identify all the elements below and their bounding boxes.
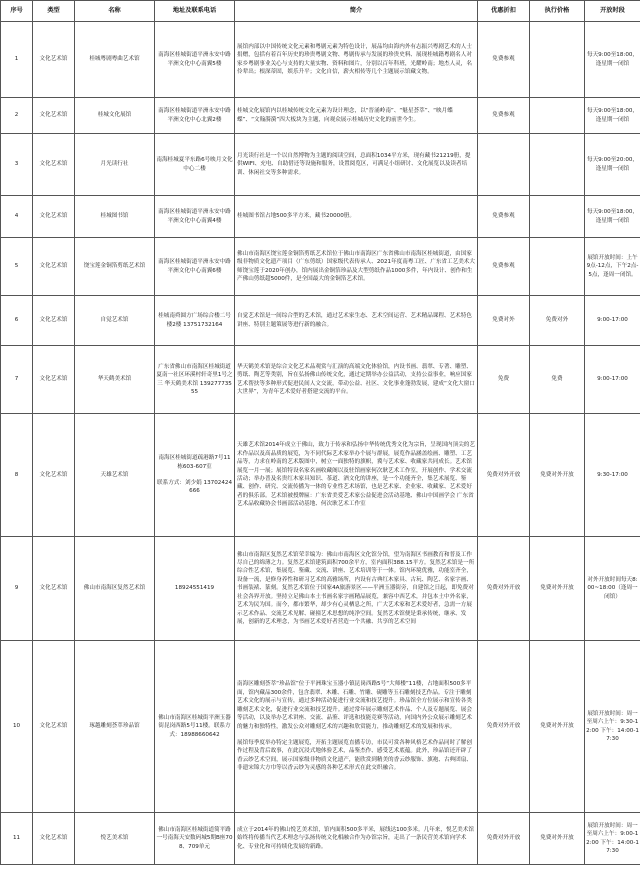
cell-address: 佛山市南海区桂城街平洲玉器街昆岗西路5号11楼。联系方式：18988660642 (155, 641, 235, 813)
table-row (1, 98, 640, 134)
cell-hours: 9:00-17:00 (585, 346, 640, 414)
cell-address: 南海区桂城街道平洲永安中路平洲文化中心南翼6楼 (155, 238, 235, 296)
cell-discount: 免费对外开放 (478, 537, 530, 641)
cell-index: 1 (1, 22, 33, 98)
cell-type: 文化艺术馆 (33, 346, 75, 414)
contact-text: 联系方式：刘少娟 13702424666 (157, 480, 232, 495)
cell-intro: 佛山市南海区饶宝莲金铜箔剪纸艺术馆位于佛山市南海区广东省佛山市南海区桂城街道，由国家级非物质文化遗产项目（广东剪纸）国家级代表传承人、2021年度南粤工匠、广东省工艺美术大师饶宝莲于2020年创办，馆内展出金铜箔珍品及大型剪纸作品1000多件，年内设计、创作和生产佛山剪纸超5000件，是全国最大的金铜箔艺术馆。 (235, 238, 478, 296)
cell-price: 免费对外开放 (530, 641, 585, 813)
cell-discount: 免费对外开放 (478, 641, 530, 813)
cell-discount: 免费参观 (478, 238, 530, 296)
cell-price (530, 196, 585, 238)
cell-discount: 免费参观 (478, 98, 530, 134)
cell-index: 5 (1, 238, 33, 296)
header-name: 名称 (75, 1, 155, 22)
cell-price: 免费对外 (530, 296, 585, 346)
cell-name: 饶宝莲金铜箔剪纸艺术馆 (75, 238, 155, 296)
cell-intro: 华天鹤美术馆是综合文化艺术品观赏与汇演的高端文化体验馆，内设书画、翡翠、专著、雕塑、剪纸、陶艺等类别，旨在弘扬佛山传统文化，通过定期举办公益活动，支持公益事业，响应国家艺术帮扶等多种形式促进民间人文交流，带动公益、社区、文化事业蓬勃发展，建成“文化大窗口大世界”，为青年艺术爱好者搭建交流的平台。 (235, 346, 478, 414)
cell-name: 佛山市南海区复然艺术馆 (75, 537, 155, 641)
cell-price: 免费对外开放 (530, 537, 585, 641)
cell-index: 10 (1, 641, 33, 813)
cell-address: 桂城南舜圆方广场综合楼二号楼2楼 13751732164 (155, 296, 235, 346)
cell-price: 免费对外开放 (530, 813, 585, 865)
table-row (1, 196, 640, 238)
table-row (1, 414, 640, 537)
cell-hours: 9:00-17:00 (585, 296, 640, 346)
cell-price (530, 134, 585, 196)
address-text: 南海区桂城街道疏港路7号11栋603-607室 (158, 455, 231, 470)
cell-address: 佛山市南海区桂城街道简平路一号南海天安数码城5期B座708、709单元 (155, 813, 235, 865)
cell-index: 11 (1, 813, 33, 865)
cell-address: 南海区桂城街道平洲永安中路平洲文化中心南翼5楼 (155, 22, 235, 98)
cell-price (530, 22, 585, 98)
cell-type: 文化艺术馆 (33, 414, 75, 537)
cell-type: 文化艺术馆 (33, 238, 75, 296)
table-row (1, 813, 640, 865)
cell-hours: 展馆开放时间：周一至周六上午：9:30-12:00 下午：14:00-17:30 (585, 641, 640, 813)
cell-discount: 免费 (478, 346, 530, 414)
cell-hours: 9:30-17:00 (585, 414, 640, 537)
cell-type: 文化艺术馆 (33, 296, 75, 346)
intro-paragraph: 展馆每季度举办特定主题展览，开拓主题展览直播专访，市民可赏各种风格艺术作品同时了解创作过程及背后故事，在此沉浸式地体验艺术，品鉴杰作、感受艺术底蕴。此外，珍品馆还开辟了香云纱艺术空间，展示国家级非物质文化遗产，能欣赏到精美的香云纱服饰、旗袍、古典团扇、非遗宋锦大方巾等以香云纱为灵感的各种艺术形式在此交织融合。 (237, 739, 472, 772)
table-row (1, 134, 640, 196)
cell-index: 6 (1, 296, 33, 346)
cell-discount: 免费对外 (478, 296, 530, 346)
cell-index: 9 (1, 537, 33, 641)
cell-name: 桂城文化展馆 (75, 98, 155, 134)
cell-discount: 免费参观 (478, 196, 530, 238)
intro-paragraph: 南海区雕刻荟萃“珍品馆”位于平洲珠宝玉器小镇昆岗西路5号“大师楼”11楼，占地面积500多平面，馆内藏品300余件，包含翡翠、木雕、石雕、竹雕、砚雕等玉石雕刻技艺作品。专注于雕刻艺术文化的展示与宣传，通过多种活动促进行业交流和技艺提升。珍品馆全方位展示和宣传各类雕刻艺术文化，促进行业交流和技艺提升。通过常年展示雕刻艺术作品、个人及专题展览、展会等活动，以及举办艺术讲座、交流、品鉴、评选和技能竞赛等活动，向国内外公众展示雕刻艺术的魅力和独特性，激发公众对雕刻艺术的兴趣和欣赏能力，推动雕刻艺术的发展和传承。 (237, 681, 472, 730)
cell-hours: 每天9:00至20:00，逢星期一闭馆 (585, 134, 640, 196)
cell-address: 南海桂城夏平东路6号映月文化中心二楼 (155, 134, 235, 196)
cell-address: 18924551419 (155, 537, 235, 641)
cell-price (530, 98, 585, 134)
cell-intro: 桂城图书馆占地500多平方米，藏书20000册。 (235, 196, 478, 238)
header-price: 执行价格 (530, 1, 585, 22)
cell-hours: 展馆开放时间：周一至周六上午：9:00-12:00 下午：14:00-17:30 (585, 813, 640, 865)
header-discount: 优惠折扣 (478, 1, 530, 22)
cell-name: 月光读行社 (75, 134, 155, 196)
header-intro: 简介 (235, 1, 478, 22)
cell-index: 2 (1, 98, 33, 134)
cell-name: 自觉艺术馆 (75, 296, 155, 346)
table-row (1, 22, 640, 98)
cell-type: 文化艺术馆 (33, 22, 75, 98)
cell-intro: 自觉艺术馆是一间综合型的艺术馆，通过艺术家生态、艺术空间运营、艺术精品课程、艺术特色讲座、特别主题策展等进行新的融合。 (235, 296, 478, 346)
table-row (1, 238, 640, 296)
header-address: 地址及联系电话 (155, 1, 235, 22)
cell-discount: 免费对外开放 (478, 414, 530, 537)
cell-hours: 每天9:00至18:00，逢星期一闭馆 (585, 22, 640, 98)
cell-name: 桂城图书馆 (75, 196, 155, 238)
cell-hours: 对外开放时间每天8:00~18:00（逢周一闭馆） (585, 537, 640, 641)
header-type: 类型 (33, 1, 75, 22)
cell-type: 文化艺术馆 (33, 134, 75, 196)
cell-intro: 月光读行社是一个以自然博物为主题的阅读空间，总面积1034平方米，现有藏书21219册，提供WIFI、充电、自助借还等设施和服务，设置阅览区，可满足小组研讨、文化展览以及读者培训、休闲社交等多种需求。 (235, 134, 478, 196)
table-row (1, 537, 640, 641)
cell-name: 桂城粤剧粤曲艺术馆 (75, 22, 155, 98)
cell-type: 文化艺术馆 (33, 537, 75, 641)
cell-name: 天雄艺术馆 (75, 414, 155, 537)
cell-discount: 免费参观 (478, 22, 530, 98)
cell-intro: 成立于2014年的佛山悦艺美术馆，馆内面积500多平米，展线达100多米。几年来，悦艺美术馆始终将传播当代艺术理念与弘扬传统文化相融合作为办馆宗旨，走出了一条民营美术馆向学术化、专业化和可持续化发展的新路。 (235, 813, 478, 865)
cell-intro (235, 641, 478, 813)
cell-discount: 免费对外开放 (478, 813, 530, 865)
cell-type: 文化艺术馆 (33, 641, 75, 813)
cell-index: 8 (1, 414, 33, 537)
cell-intro: 天雄艺术馆2014年成立于佛山，致力于传承和弘扬中华传统优秀文化为宗旨，呈现国内顶尖的艺术作品以及高品质的展览，为不同代际艺术家举办个展与群展，展览作品涵盖绘画、雕塑、工艺品等，力求在岭南的艺术版图中，树立一面独特的旗帜，冀与艺术家、收藏家共同成长。艺术馆展览一月一展；展馆特设名家名画收藏阁以及驻馆画家何次耿艺术工作室，开展创作、学术交流活动；举办普及名贵红木家具知识、茶道、酒文化的讲座，是一个功能齐全，集艺术展览、鉴藏、创作、研究、交流传播为一体的专业性艺术场馆，也是艺术家、企业家、收藏家、艺术爱好者的俱乐部。艺术馆被授牌匾：广东省美爱艺术家公益促进会活动基地、佛山中国画学会 广东省艺术品收藏协会书画部活动基地、何次耿艺术工作室 (235, 414, 478, 537)
table-row (1, 641, 640, 813)
cell-hours: 每天9:00至18:00，逢星期一闭馆 (585, 196, 640, 238)
table-row (1, 296, 640, 346)
cell-address: 广东省佛山市南海区桂城街道夏南一社区环溪村轩奇里1号之三 华天鹤美术馆 13927773555 (155, 346, 235, 414)
cell-intro: 桂城文化展馆内以桂城传统文化元素为设计理念，以“晋涌岭南”、“魁星荟萃”、“映月蝶蝶”、“文翰漪漪”四大板块为主题，向观众展示桂城历史文化的前世今生。 (235, 98, 478, 134)
table-row (1, 346, 640, 414)
cell-price (530, 238, 585, 296)
cell-address (155, 414, 235, 537)
cell-hours: 展馆开放时间：上午9点-12点，下午2点-5点，逢周一闭馆。 (585, 238, 640, 296)
header-hours: 开放时段 (585, 1, 640, 22)
cell-intro: 展馆内部以中国传统文化元素和粤剧元素为特色设计，展品均由海内外有志振兴粤剧艺术的人士捐赠，包括有着百年历史的珍贵粤剧文物、粤剧传承与发展的珍贵史料、展现桂城籍粤剧名人对家乡粤剧事业关心与支持的大量实物、资料和图片，分别以百年科班，光耀岭南；地杰人灵，名伶辈出；根深蒂固，娱乐升平；文化自信，薪火相传等几个主题展示馆藏文物。 (235, 22, 478, 98)
header-row (1, 1, 640, 22)
cell-address: 南海区桂城街道平洲永安中路平洲文化中心南翼4楼 (155, 196, 235, 238)
cell-index: 3 (1, 134, 33, 196)
header-index: 序号 (1, 1, 33, 22)
cell-address: 南海区桂城街道平洲永安中路平洲文化中心北翼2楼 (155, 98, 235, 134)
cell-name: 悦艺美术馆 (75, 813, 155, 865)
cell-type: 文化艺术馆 (33, 813, 75, 865)
cell-price: 免费 (530, 346, 585, 414)
cell-hours: 每天9:00至18:00，逢星期一闭馆 (585, 98, 640, 134)
cell-discount (478, 134, 530, 196)
cell-price: 免费对外开放 (530, 414, 585, 537)
cell-intro: 佛山市南海区复然艺术馆荣幸编为：佛山市南海区文化馆分馆，望为南海区书画教育和普及工作尽自己的绵薄之力。复然艺术馆建筑面积700余平方，室内面积388.15平方。复然艺术馆是一所综合性艺术馆，集展览、鉴藏、交流、讲座、艺术培训等于一体。馆内环境优雅，功能室齐全，设备一流，是修身养性和研习艺术的高雅场所，内设有古典红木家具、古玩、陶艺、名家字画、书画装裱、篆刻。复然艺术馆位于国家4A旅游景区——平洲玉器街旁，自建馆之日起，即免费对社会各界开放。坚持立足佛山本土书画名家字画精品展览，兼容中西艺术，并包本土中外名家，艺术为民为国。而今，都市繁华，却少有心灵栖息之所，广大艺术家和艺术爱好者，急需一方展示艺术作品、交流艺术见解、碰撞艺术思想的纯净空间。复然艺术馆便是秉承传统，继承、发展，创新的艺术理念，为书画艺术爱好者营造一个共融、共享的艺术空间 (235, 537, 478, 641)
cell-type: 文化艺术馆 (33, 98, 75, 134)
cell-name: 琢越雕刻荟萃珍品馆 (75, 641, 155, 813)
cell-index: 7 (1, 346, 33, 414)
cell-name: 华天鹤美术馆 (75, 346, 155, 414)
cell-type: 文化艺术馆 (33, 196, 75, 238)
cell-index: 4 (1, 196, 33, 238)
